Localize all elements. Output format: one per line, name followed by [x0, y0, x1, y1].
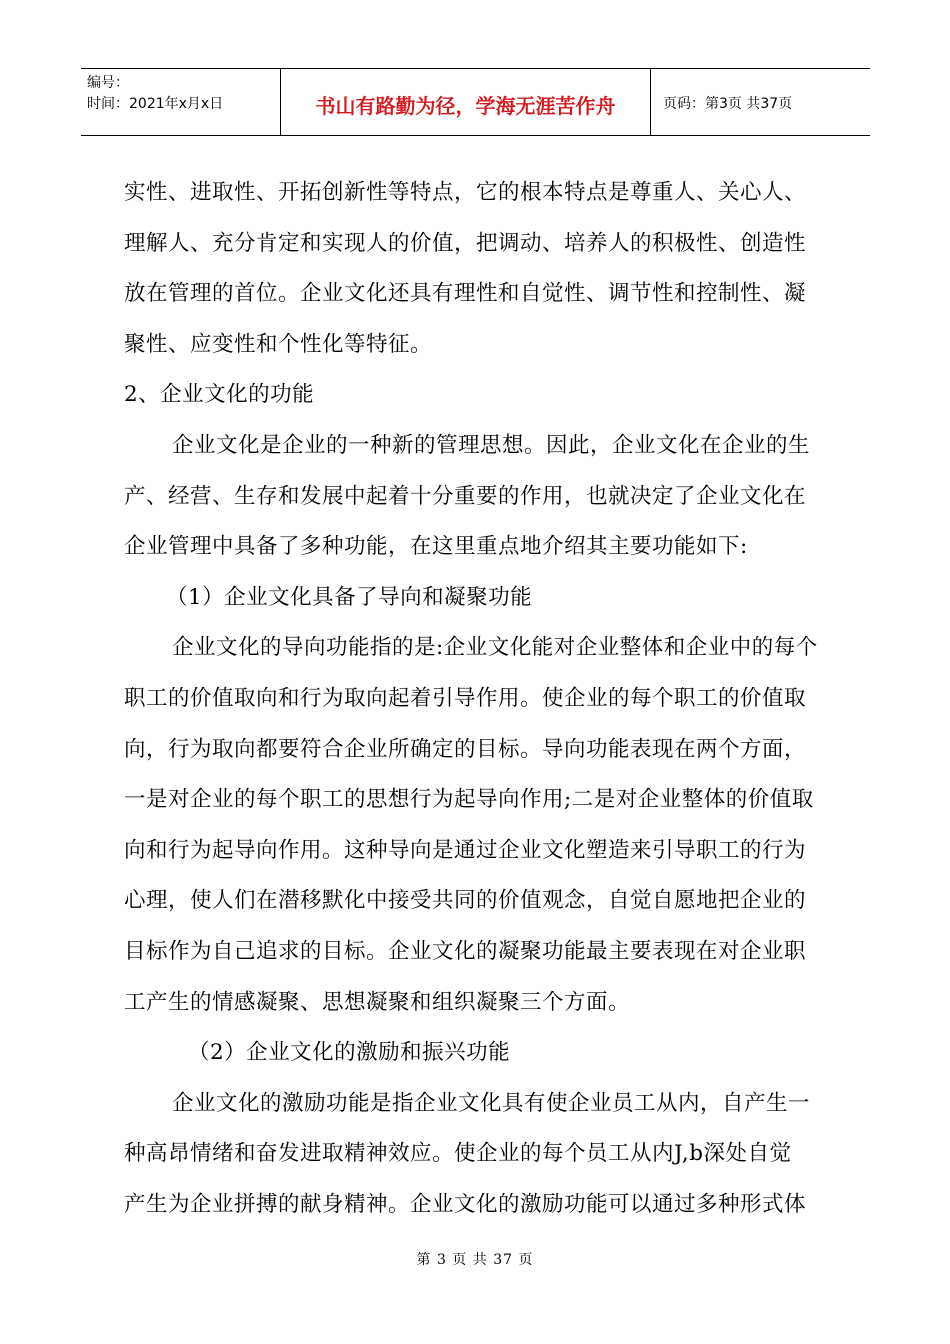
paragraph-line: 职工的价值取向和行为取向起着引导作用。使企业的每个职工的价值取	[124, 685, 807, 711]
page-footer: 第 3 页 共 37 页	[416, 1252, 534, 1268]
header-meta	[81, 69, 281, 135]
document-number-label: 编号：	[87, 75, 129, 91]
paragraph-line: 放在管理的首位。企业文化还具有理性和自觉性、调节性和控制性、凝	[124, 281, 807, 307]
paragraph-line: 企业文化是企业的一种新的管理思想。因此，企业文化在企业的生	[172, 432, 811, 458]
paragraph-line: 目标作为自己追求的目标。企业文化的凝聚功能最主要表现在对企业职	[124, 938, 807, 964]
paragraph-line: 企业文化的激励功能是指企业文化具有使企业员工从内，自产生一	[172, 1090, 811, 1116]
paragraph-line: 聚性、应变性和个性化等特征。	[124, 331, 433, 357]
subsection-heading: （1）企业文化具备了导向和凝聚功能	[166, 584, 533, 610]
paragraph-line: 企业文化的导向功能指的是:企业文化能对企业整体和企业中的每个	[172, 635, 818, 661]
paragraph-line: 企业管理中具备了多种功能，在这里重点地介绍其主要功能如下:	[124, 534, 748, 560]
paragraph-line: 产生为企业拼搏的献身精神。企业文化的激励功能可以通过多种形式体	[124, 1191, 807, 1217]
paragraph-line: 实性、进取性、开拓创新性等特点，它的根本特点是尊重人、关心人、	[124, 180, 807, 205]
paragraph-line: 种高昂情绪和奋发进取精神效应。使企业的每个员工从内J,b深处自觉	[124, 1141, 792, 1167]
section-heading: 2、企业文化的功能	[124, 382, 315, 408]
header-motto: 书山有路勤为径，学海无涯苦作舟	[281, 69, 651, 135]
document-time-label: 时间：2021年x月x日	[87, 96, 224, 112]
paragraph-line: 产、经营、生存和发展中起着十分重要的作用，也就决定了企业文化在	[124, 483, 807, 509]
paragraph-line: 理解人、充分肯定和实现人的价值，把调动、培养人的积极性、创造性	[124, 230, 807, 256]
paragraph-line: 工产生的情感凝聚、思想凝聚和组织凝聚三个方面。	[124, 989, 631, 1015]
page-header	[81, 68, 870, 136]
body-text	[124, 168, 830, 1230]
paragraph-line: 一是对企业的每个职工的思想行为起导向作用;二是对企业整体的价值取	[124, 787, 814, 813]
paragraph-line: 向和行为起导向作用。这种导向是通过企业文化塑造来引导职工的行为	[124, 837, 807, 863]
paragraph-line: 心理，使人们在潜移默化中接受共同的价值观念，自觉自愿地把企业的	[124, 888, 807, 914]
paragraph-line: 向，行为取向都要符合企业所确定的目标。导向功能表现在两个方面，	[124, 736, 807, 762]
subsection-heading: （2）企业文化的激励和振兴功能	[188, 1040, 511, 1066]
header-page-info: 页码：第3页 共37页	[663, 96, 793, 112]
